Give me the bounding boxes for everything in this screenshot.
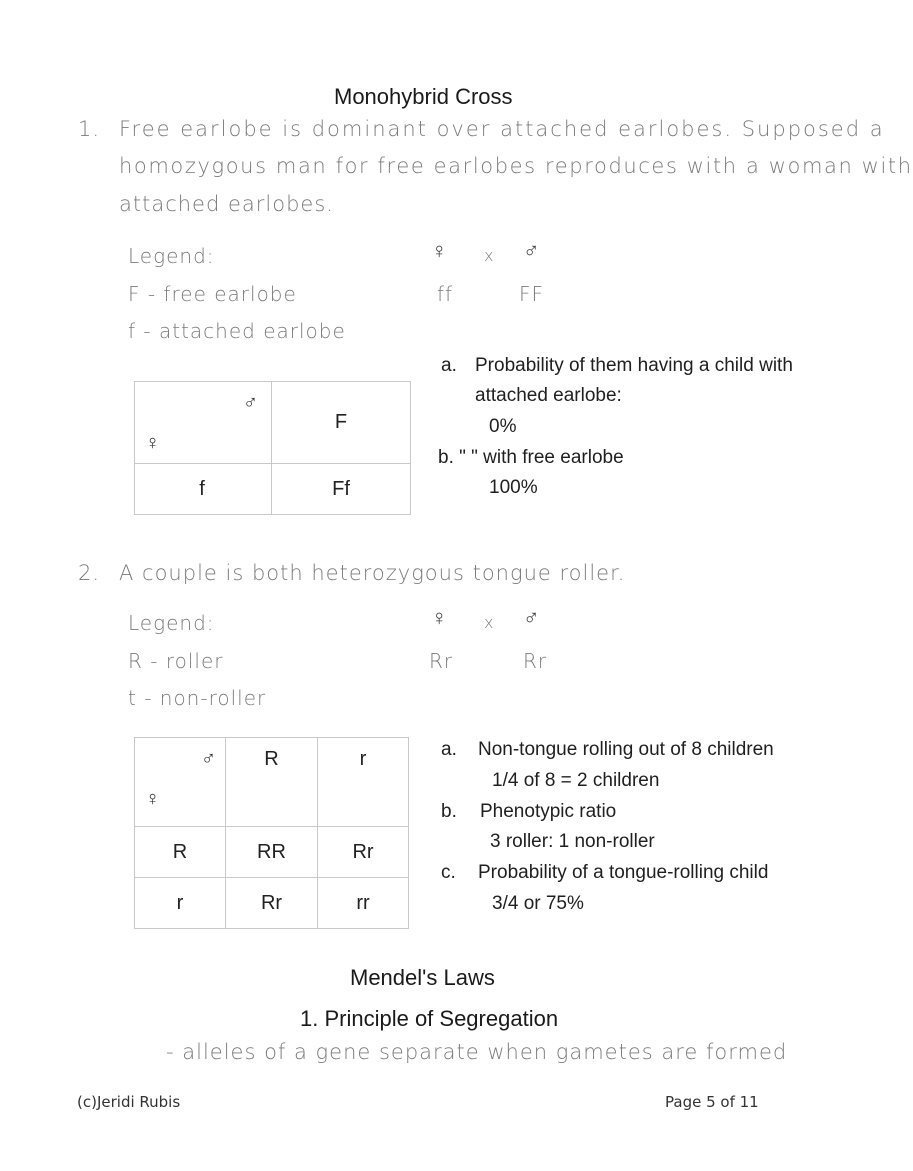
q2-legend-item: t - non-roller [128,686,267,710]
q2-answer-c-text: Probability of a tongue-rolling child [478,862,769,883]
punnett-cell: Ff [272,464,411,515]
definition-text: - alleles of a gene separate when gametes are formed [166,1040,788,1064]
q1-legend-title: Legend: [128,244,215,268]
page-title: Monohybrid Cross [334,84,513,109]
female-symbol-icon: ♀ [145,432,160,454]
female-symbol-icon: ♀ [431,238,448,263]
punnett-cell: rr [318,878,409,929]
q2-male-genotype: Rr [523,649,548,673]
q2-female-genotype: Rr [429,649,454,673]
male-symbol-icon: ♂ [523,238,540,263]
q1-legend-item: F - free earlobe [128,282,297,306]
q1-answer-b-value: 100% [489,477,538,498]
q2-number: 2. [78,561,101,585]
q1-answer-a-text: Probability of them having a child with [475,355,793,376]
q1-number: 1. [78,117,101,141]
q1-text-line2: homozygous man for free earlobes reproduces with a woman with [119,154,913,178]
punnett-male-allele: r [318,738,409,827]
q2-answer-a-text: Non-tongue rolling out of 8 children [478,739,774,760]
q1-answer-a-label: a. [441,355,457,376]
male-symbol-icon: ♂ [201,748,216,770]
q2-answer-b-value: 3 roller: 1 non-roller [490,831,655,852]
punnett-cell: Rr [226,878,318,929]
q1-legend-item: f - attached earlobe [128,319,346,343]
footer-copyright: (c)Jeridi Rubis [77,1093,181,1111]
q1-answer-a-value: 0% [489,416,517,437]
punnett-male-allele: R [226,738,318,827]
q2-answer-b-label: b. [441,801,457,822]
q1-text-line3: attached earlobes. [119,192,334,216]
q1-answer-b-text: b. " " with free earlobe [438,447,624,468]
punnett-square-2 [134,737,409,929]
q2-answer-b-text: Phenotypic ratio [480,801,617,822]
q1-text-line1: Free earlobe is dominant over attached earlobes. Supposed a [119,117,885,141]
q1-female-genotype: ff [437,282,454,306]
punnett-cell: RR [226,827,318,878]
q2-answer-c-label: c. [441,862,456,883]
punnett-cell: Rr [318,827,409,878]
female-symbol-icon: ♀ [431,605,448,630]
punnett-female-allele: R [135,827,226,878]
cross-symbol: x [484,246,495,265]
q2-answer-c-value: 3/4 or 75% [492,893,584,914]
punnett-female-allele: r [135,878,226,929]
punnett-header-corner [135,738,226,827]
section-subheading: 1. Principle of Segregation [300,1006,559,1031]
punnett-square-1 [134,381,411,515]
cross-symbol: x [484,613,495,632]
punnett-female-allele: f [135,464,272,515]
female-symbol-icon: ♀ [145,788,160,810]
q2-answer-a-label: a. [441,739,457,760]
q2-answer-a-value: 1/4 of 8 = 2 children [492,770,660,791]
punnett-male-allele: F [272,382,411,464]
q1-answer-a-text: attached earlobe: [475,385,622,406]
male-symbol-icon: ♂ [243,392,258,414]
q2-legend-title: Legend: [128,611,215,635]
male-symbol-icon: ♂ [523,605,540,630]
q1-male-genotype: FF [519,282,545,306]
footer-page-number: Page 5 of 11 [665,1093,759,1111]
section-heading: Mendel's Laws [350,965,495,990]
punnett-header-corner [135,382,272,464]
q2-legend-item: R - roller [128,649,224,673]
q2-text: A couple is both heterozygous tongue roller. [119,561,626,585]
